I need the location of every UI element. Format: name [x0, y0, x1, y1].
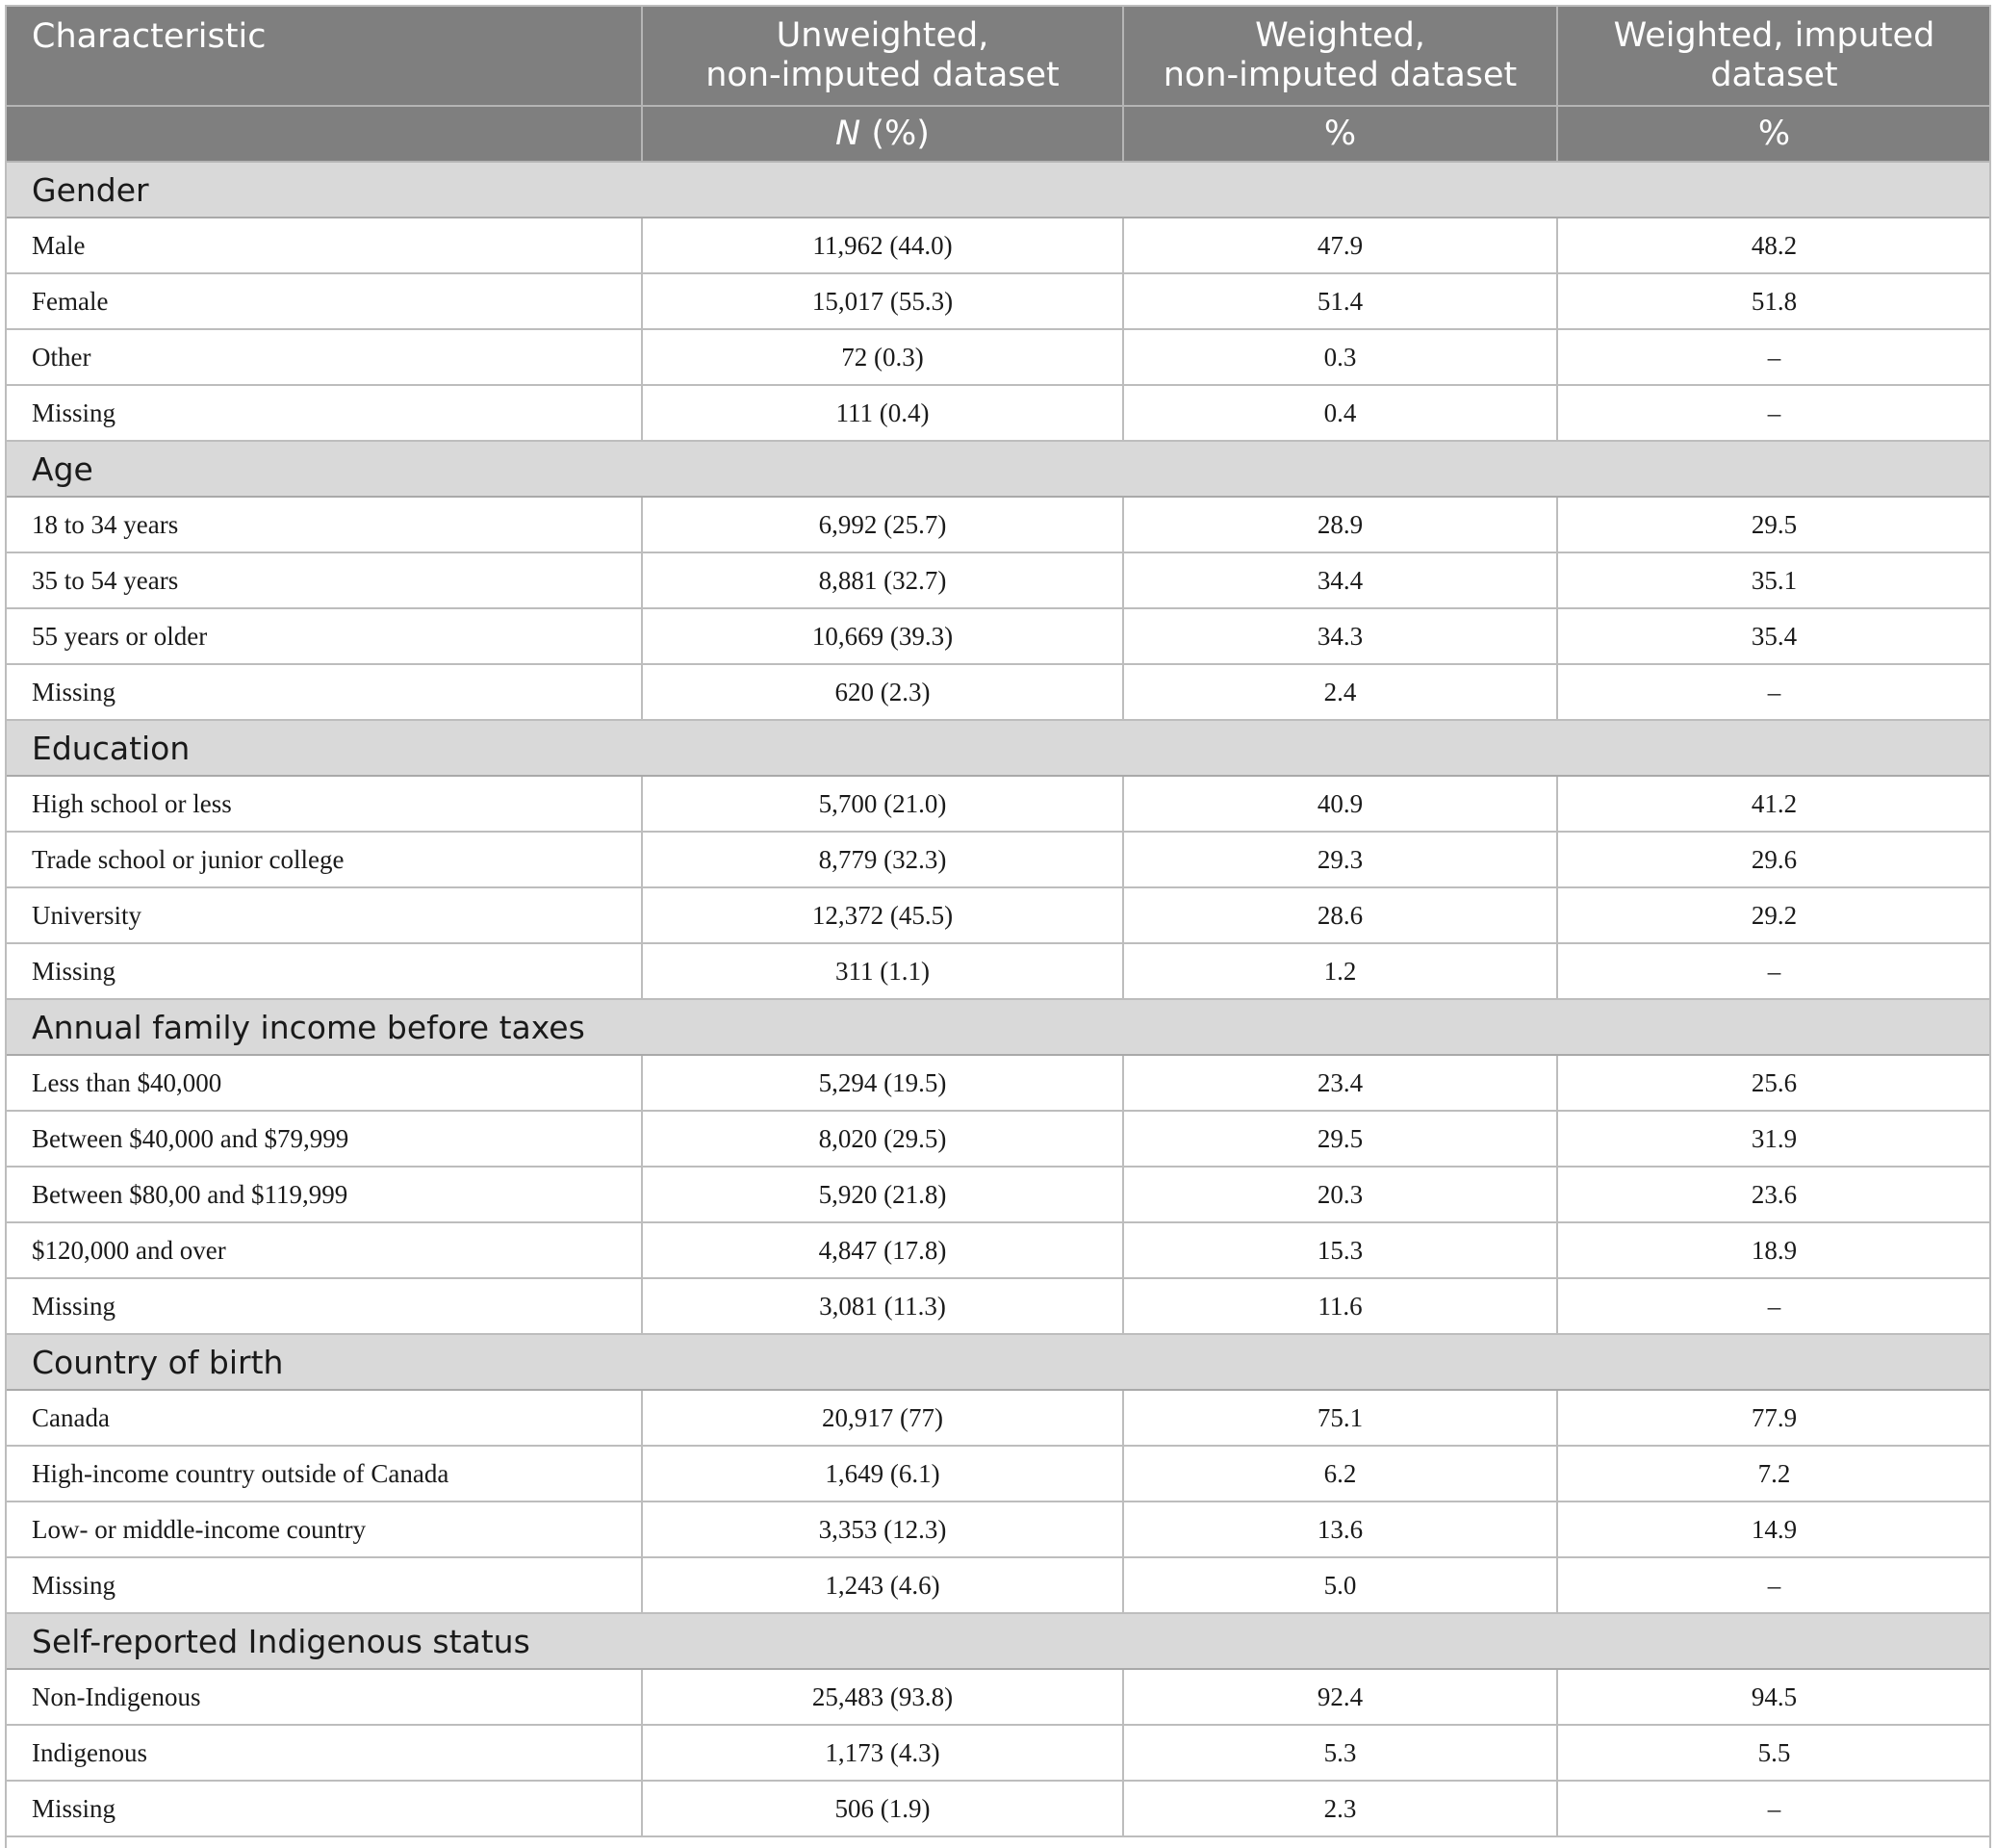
table-row — [6, 608, 1990, 664]
cell-weighted: 92.4 — [1123, 1669, 1557, 1725]
table-row — [6, 1446, 1990, 1502]
cell-imputed: – — [1557, 664, 1990, 720]
units-imputed: % — [1557, 106, 1990, 162]
cell-imputed: 18.9 — [1557, 1222, 1990, 1278]
header-unweighted-line1: Unweighted, — [776, 15, 989, 55]
cell-unweighted: 15,017 (55.3) — [642, 273, 1123, 329]
table-body — [6, 162, 1990, 1836]
cell-unweighted: 620 (2.3) — [642, 664, 1123, 720]
row-label: Between $80,00 and $119,999 — [6, 1167, 642, 1222]
cell-imputed: 14.9 — [1557, 1502, 1990, 1557]
cell-imputed: – — [1557, 385, 1990, 441]
table-row — [6, 1278, 1990, 1334]
section-header — [6, 1334, 1990, 1390]
cell-weighted: 51.4 — [1123, 273, 1557, 329]
header-row — [6, 6, 1990, 106]
table-row — [6, 1167, 1990, 1222]
row-label: High-income country outside of Canada — [6, 1446, 642, 1502]
units-blank — [6, 106, 642, 162]
table-row — [6, 273, 1990, 329]
section-header — [6, 441, 1990, 497]
cell-unweighted: 4,847 (17.8) — [642, 1222, 1123, 1278]
section-title: Education — [6, 720, 1990, 776]
cell-imputed: 51.8 — [1557, 273, 1990, 329]
cell-imputed: 7.2 — [1557, 1446, 1990, 1502]
header-characteristic: Characteristic — [6, 6, 642, 106]
table-row — [6, 1390, 1990, 1446]
cell-imputed: 29.2 — [1557, 887, 1990, 943]
cell-weighted: 6.2 — [1123, 1446, 1557, 1502]
table-row — [6, 1669, 1990, 1725]
header-weighted-imputed — [1557, 6, 1990, 106]
row-label: Non-Indigenous — [6, 1669, 642, 1725]
cell-unweighted: 10,669 (39.3) — [642, 608, 1123, 664]
cell-imputed: 23.6 — [1557, 1167, 1990, 1222]
table-row — [6, 329, 1990, 385]
row-label: Missing — [6, 664, 642, 720]
table-row — [6, 664, 1990, 720]
table-row — [6, 218, 1990, 273]
cell-imputed: 48.2 — [1557, 218, 1990, 273]
cell-unweighted: 1,173 (4.3) — [642, 1725, 1123, 1781]
header-unweighted-non-imputed — [642, 6, 1123, 106]
table-row — [6, 552, 1990, 608]
cell-weighted: 2.3 — [1123, 1781, 1557, 1836]
cell-unweighted: 1,649 (6.1) — [642, 1446, 1123, 1502]
cell-imputed: 31.9 — [1557, 1111, 1990, 1167]
table-row — [6, 943, 1990, 999]
cell-unweighted: 6,992 (25.7) — [642, 497, 1123, 552]
cell-imputed: – — [1557, 943, 1990, 999]
cell-imputed: 29.6 — [1557, 832, 1990, 887]
section-header — [6, 999, 1990, 1055]
row-label: $120,000 and over — [6, 1222, 642, 1278]
table-row — [6, 1725, 1990, 1781]
row-label: High school or less — [6, 776, 642, 832]
cell-weighted: 29.3 — [1123, 832, 1557, 887]
table-row — [6, 776, 1990, 832]
cell-unweighted: 25,483 (93.8) — [642, 1669, 1123, 1725]
table-row — [6, 1222, 1990, 1278]
cell-weighted: 34.3 — [1123, 608, 1557, 664]
cell-imputed: – — [1557, 1781, 1990, 1836]
table-row — [6, 1781, 1990, 1836]
cell-unweighted: 506 (1.9) — [642, 1781, 1123, 1836]
header-weighted-line2: non-imputed dataset — [1163, 55, 1518, 94]
cell-weighted: 15.3 — [1123, 1222, 1557, 1278]
cell-weighted: 13.6 — [1123, 1502, 1557, 1557]
cell-weighted: 5.3 — [1123, 1725, 1557, 1781]
cell-unweighted: 5,700 (21.0) — [642, 776, 1123, 832]
cell-unweighted: 8,881 (32.7) — [642, 552, 1123, 608]
units-n: N — [835, 114, 861, 153]
table-header — [6, 6, 1990, 162]
row-label: Missing — [6, 1781, 642, 1836]
cell-imputed: – — [1557, 1557, 1990, 1613]
table-row — [6, 1055, 1990, 1111]
cell-weighted: 34.4 — [1123, 552, 1557, 608]
section-title: Age — [6, 441, 1990, 497]
header-weighted-line1: Weighted, — [1255, 15, 1425, 55]
cell-imputed: 35.4 — [1557, 608, 1990, 664]
table-row — [6, 1502, 1990, 1557]
cell-weighted: 2.4 — [1123, 664, 1557, 720]
header-imputed-line2: dataset — [1710, 55, 1838, 94]
cell-unweighted: 3,081 (11.3) — [642, 1278, 1123, 1334]
cell-unweighted: 8,779 (32.3) — [642, 832, 1123, 887]
row-label: Missing — [6, 1278, 642, 1334]
table-row — [6, 832, 1990, 887]
cell-imputed: 77.9 — [1557, 1390, 1990, 1446]
cell-weighted: 11.6 — [1123, 1278, 1557, 1334]
header-imputed-line1: Weighted, imputed — [1613, 15, 1935, 55]
row-label: University — [6, 887, 642, 943]
cell-weighted: 40.9 — [1123, 776, 1557, 832]
cell-unweighted: 111 (0.4) — [642, 385, 1123, 441]
row-label: Missing — [6, 1557, 642, 1613]
cell-imputed: 5.5 — [1557, 1725, 1990, 1781]
units-unweighted — [642, 106, 1123, 162]
cell-weighted: 5.0 — [1123, 1557, 1557, 1613]
table-row — [6, 1557, 1990, 1613]
cell-imputed: 35.1 — [1557, 552, 1990, 608]
row-label: Missing — [6, 943, 642, 999]
header-weighted-non-imputed — [1123, 6, 1557, 106]
cell-imputed: 41.2 — [1557, 776, 1990, 832]
cell-unweighted: 12,372 (45.5) — [642, 887, 1123, 943]
cell-unweighted: 5,920 (21.8) — [642, 1167, 1123, 1222]
row-label: Missing — [6, 385, 642, 441]
cell-weighted: 0.3 — [1123, 329, 1557, 385]
section-header — [6, 720, 1990, 776]
cell-imputed: 25.6 — [1557, 1055, 1990, 1111]
units-pct: (%) — [860, 114, 930, 153]
cell-weighted: 28.6 — [1123, 887, 1557, 943]
row-label: 55 years or older — [6, 608, 642, 664]
table-row — [6, 1111, 1990, 1167]
cell-unweighted: 1,243 (4.6) — [642, 1557, 1123, 1613]
header-unweighted-line2: non-imputed dataset — [705, 55, 1060, 94]
row-label: Trade school or junior college — [6, 832, 642, 887]
cell-unweighted: 3,353 (12.3) — [642, 1502, 1123, 1557]
units-row — [6, 106, 1990, 162]
units-weighted: % — [1123, 106, 1557, 162]
cell-weighted: 29.5 — [1123, 1111, 1557, 1167]
cell-unweighted: 8,020 (29.5) — [642, 1111, 1123, 1167]
row-label: Less than $40,000 — [6, 1055, 642, 1111]
table-row — [6, 497, 1990, 552]
row-label: 35 to 54 years — [6, 552, 642, 608]
cell-imputed: 94.5 — [1557, 1669, 1990, 1725]
row-label: Low- or middle-income country — [6, 1502, 642, 1557]
cell-unweighted: 20,917 (77) — [642, 1390, 1123, 1446]
cell-weighted: 47.9 — [1123, 218, 1557, 273]
cell-imputed: – — [1557, 329, 1990, 385]
cell-unweighted: 311 (1.1) — [642, 943, 1123, 999]
cell-weighted: 23.4 — [1123, 1055, 1557, 1111]
cell-unweighted: 11,962 (44.0) — [642, 218, 1123, 273]
cell-weighted: 75.1 — [1123, 1390, 1557, 1446]
cell-weighted: 28.9 — [1123, 497, 1557, 552]
row-label: Other — [6, 329, 642, 385]
row-label: Between $40,000 and $79,999 — [6, 1111, 642, 1167]
cell-weighted: 20.3 — [1123, 1167, 1557, 1222]
row-label: Canada — [6, 1390, 642, 1446]
row-label: Female — [6, 273, 642, 329]
cell-imputed: – — [1557, 1278, 1990, 1334]
cell-weighted: 0.4 — [1123, 385, 1557, 441]
cell-weighted: 1.2 — [1123, 943, 1557, 999]
section-title: Self-reported Indigenous status — [6, 1613, 1990, 1669]
characteristics-table — [6, 6, 1990, 1837]
section-header — [6, 162, 1990, 218]
table-row — [6, 385, 1990, 441]
row-label: Male — [6, 218, 642, 273]
section-header — [6, 1613, 1990, 1669]
cell-imputed: 29.5 — [1557, 497, 1990, 552]
section-title: Country of birth — [6, 1334, 1990, 1390]
section-title: Annual family income before taxes — [6, 999, 1990, 1055]
row-label: 18 to 34 years — [6, 497, 642, 552]
cell-unweighted: 72 (0.3) — [642, 329, 1123, 385]
row-label: Indigenous — [6, 1725, 642, 1781]
section-title: Gender — [6, 162, 1990, 218]
table-row — [6, 887, 1990, 943]
cell-unweighted: 5,294 (19.5) — [642, 1055, 1123, 1111]
